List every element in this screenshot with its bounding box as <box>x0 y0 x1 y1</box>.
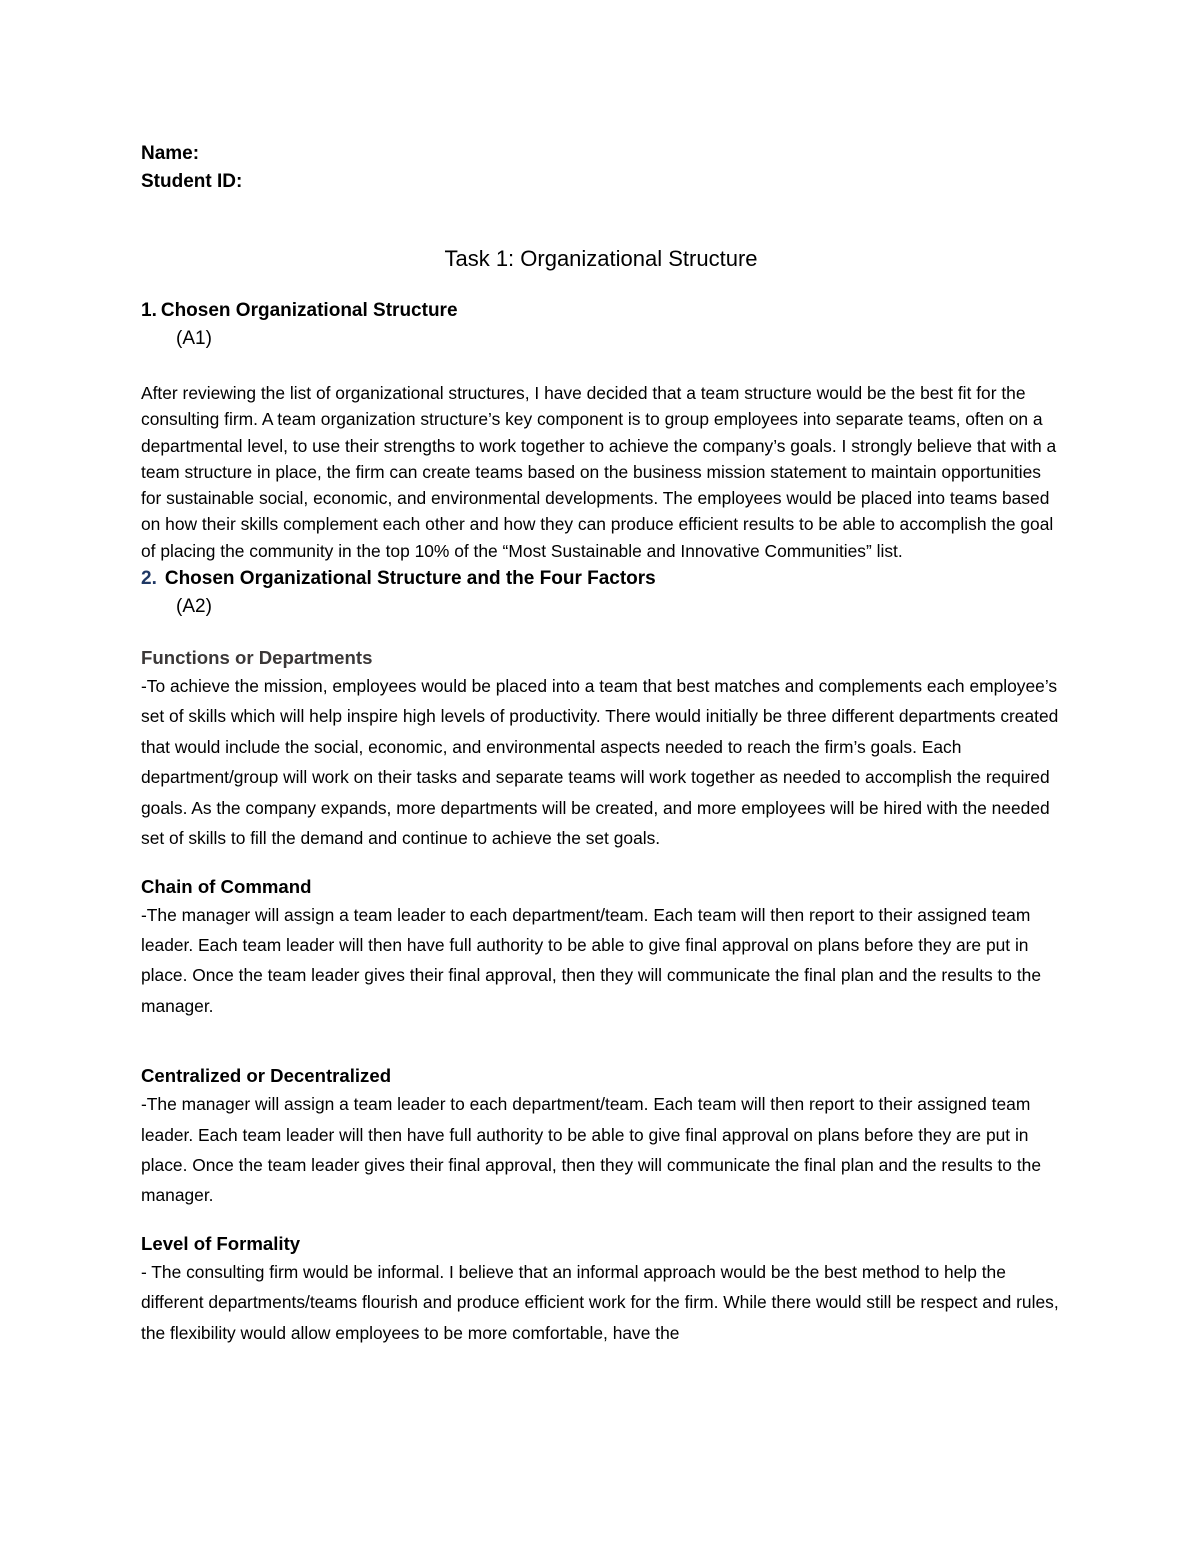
section-2-heading <box>141 566 1061 592</box>
section-1 <box>141 298 1061 564</box>
section-1-heading-text: Chosen Organizational Structure <box>160 300 458 321</box>
chain-of-command-text: -The manager will assign a team leader to each department/team. Each team will then report to their assigned team leader. Each team leader will then have full authority to be able to give final approval on plans before they are put in place. Once the team leader gives their final approval, then they will communicate the final plan and the results to the manager. <box>141 904 1041 1016</box>
chain-of-command-heading: Chain of Command <box>141 875 312 897</box>
document-title: Task 1: Organizational Structure <box>444 246 758 271</box>
section-2-heading-text: Chosen Organizational Structure and the Four Factors <box>164 568 656 590</box>
formality-text: - The consulting firm would be informal. I believe that an informal approach would be the best method to help the different departments/teams flourish and produce efficient work for the firm. While there would still be respect and rules, the flexibility would allow employees to be more comfortable, have the <box>141 1261 1059 1343</box>
name-label: Name: <box>141 143 200 164</box>
functions-heading: Functions or Departments <box>141 647 373 669</box>
document-body <box>141 140 1061 1348</box>
formality-heading: Level of Formality <box>141 1232 301 1254</box>
section-2-tag: (A2) <box>176 596 212 618</box>
functions-text: -To achieve the mission, employees would be placed into a team that best matches and complements each employee’s set of skills which will help inspire high levels of productivity. There would initially be three different departments created that would include the social, economic, and environmental aspects needed to reach the firm’s goals. Each department/group will work on their tasks and separate teams will work together as needed to accomplish the required goals. As the company expands, more departments will be created, and more employees will be hired with the needed set of skills to fill the demand and continue to achieve the set goals. <box>141 676 1059 849</box>
section-1-heading <box>141 298 1061 324</box>
section-1-number: 1. <box>141 300 157 321</box>
centralized-heading: Centralized or Decentralized <box>141 1065 392 1087</box>
student-id-label: Student ID: <box>141 171 243 192</box>
section-2-number: 2. <box>141 568 157 590</box>
centralized-text: -The manager will assign a team leader to each department/team. Each team will then report to their assigned team leader. Each team leader will then have full authority to be able to give final approval on plans before they are put in place. Once the team leader gives their final approval, then they will communicate the final plan and the results to the manager. <box>141 1094 1041 1206</box>
section-2 <box>141 566 1061 1348</box>
section-1-paragraph: After reviewing the list of organizational structures, I have decided that a team structure would be the best fit for the consulting firm. A team organization structure’s key component is to group employees into separate teams, often on a departmental level, to use their strengths to work together to achieve the company’s goals. I strongly believe that with a team structure in place, the firm can create teams based on the business mission statement to maintain opportunities for sustainable social, economic, and environmental developments. The employees would be placed into teams based on how their skills complement each other and how they can produce efficient results to be able to accomplish the goal of placing the community in the top 10% of the “Most Sustainable and Innovative Communities” list. <box>141 383 1057 561</box>
section-1-tag: (A1) <box>176 328 212 349</box>
